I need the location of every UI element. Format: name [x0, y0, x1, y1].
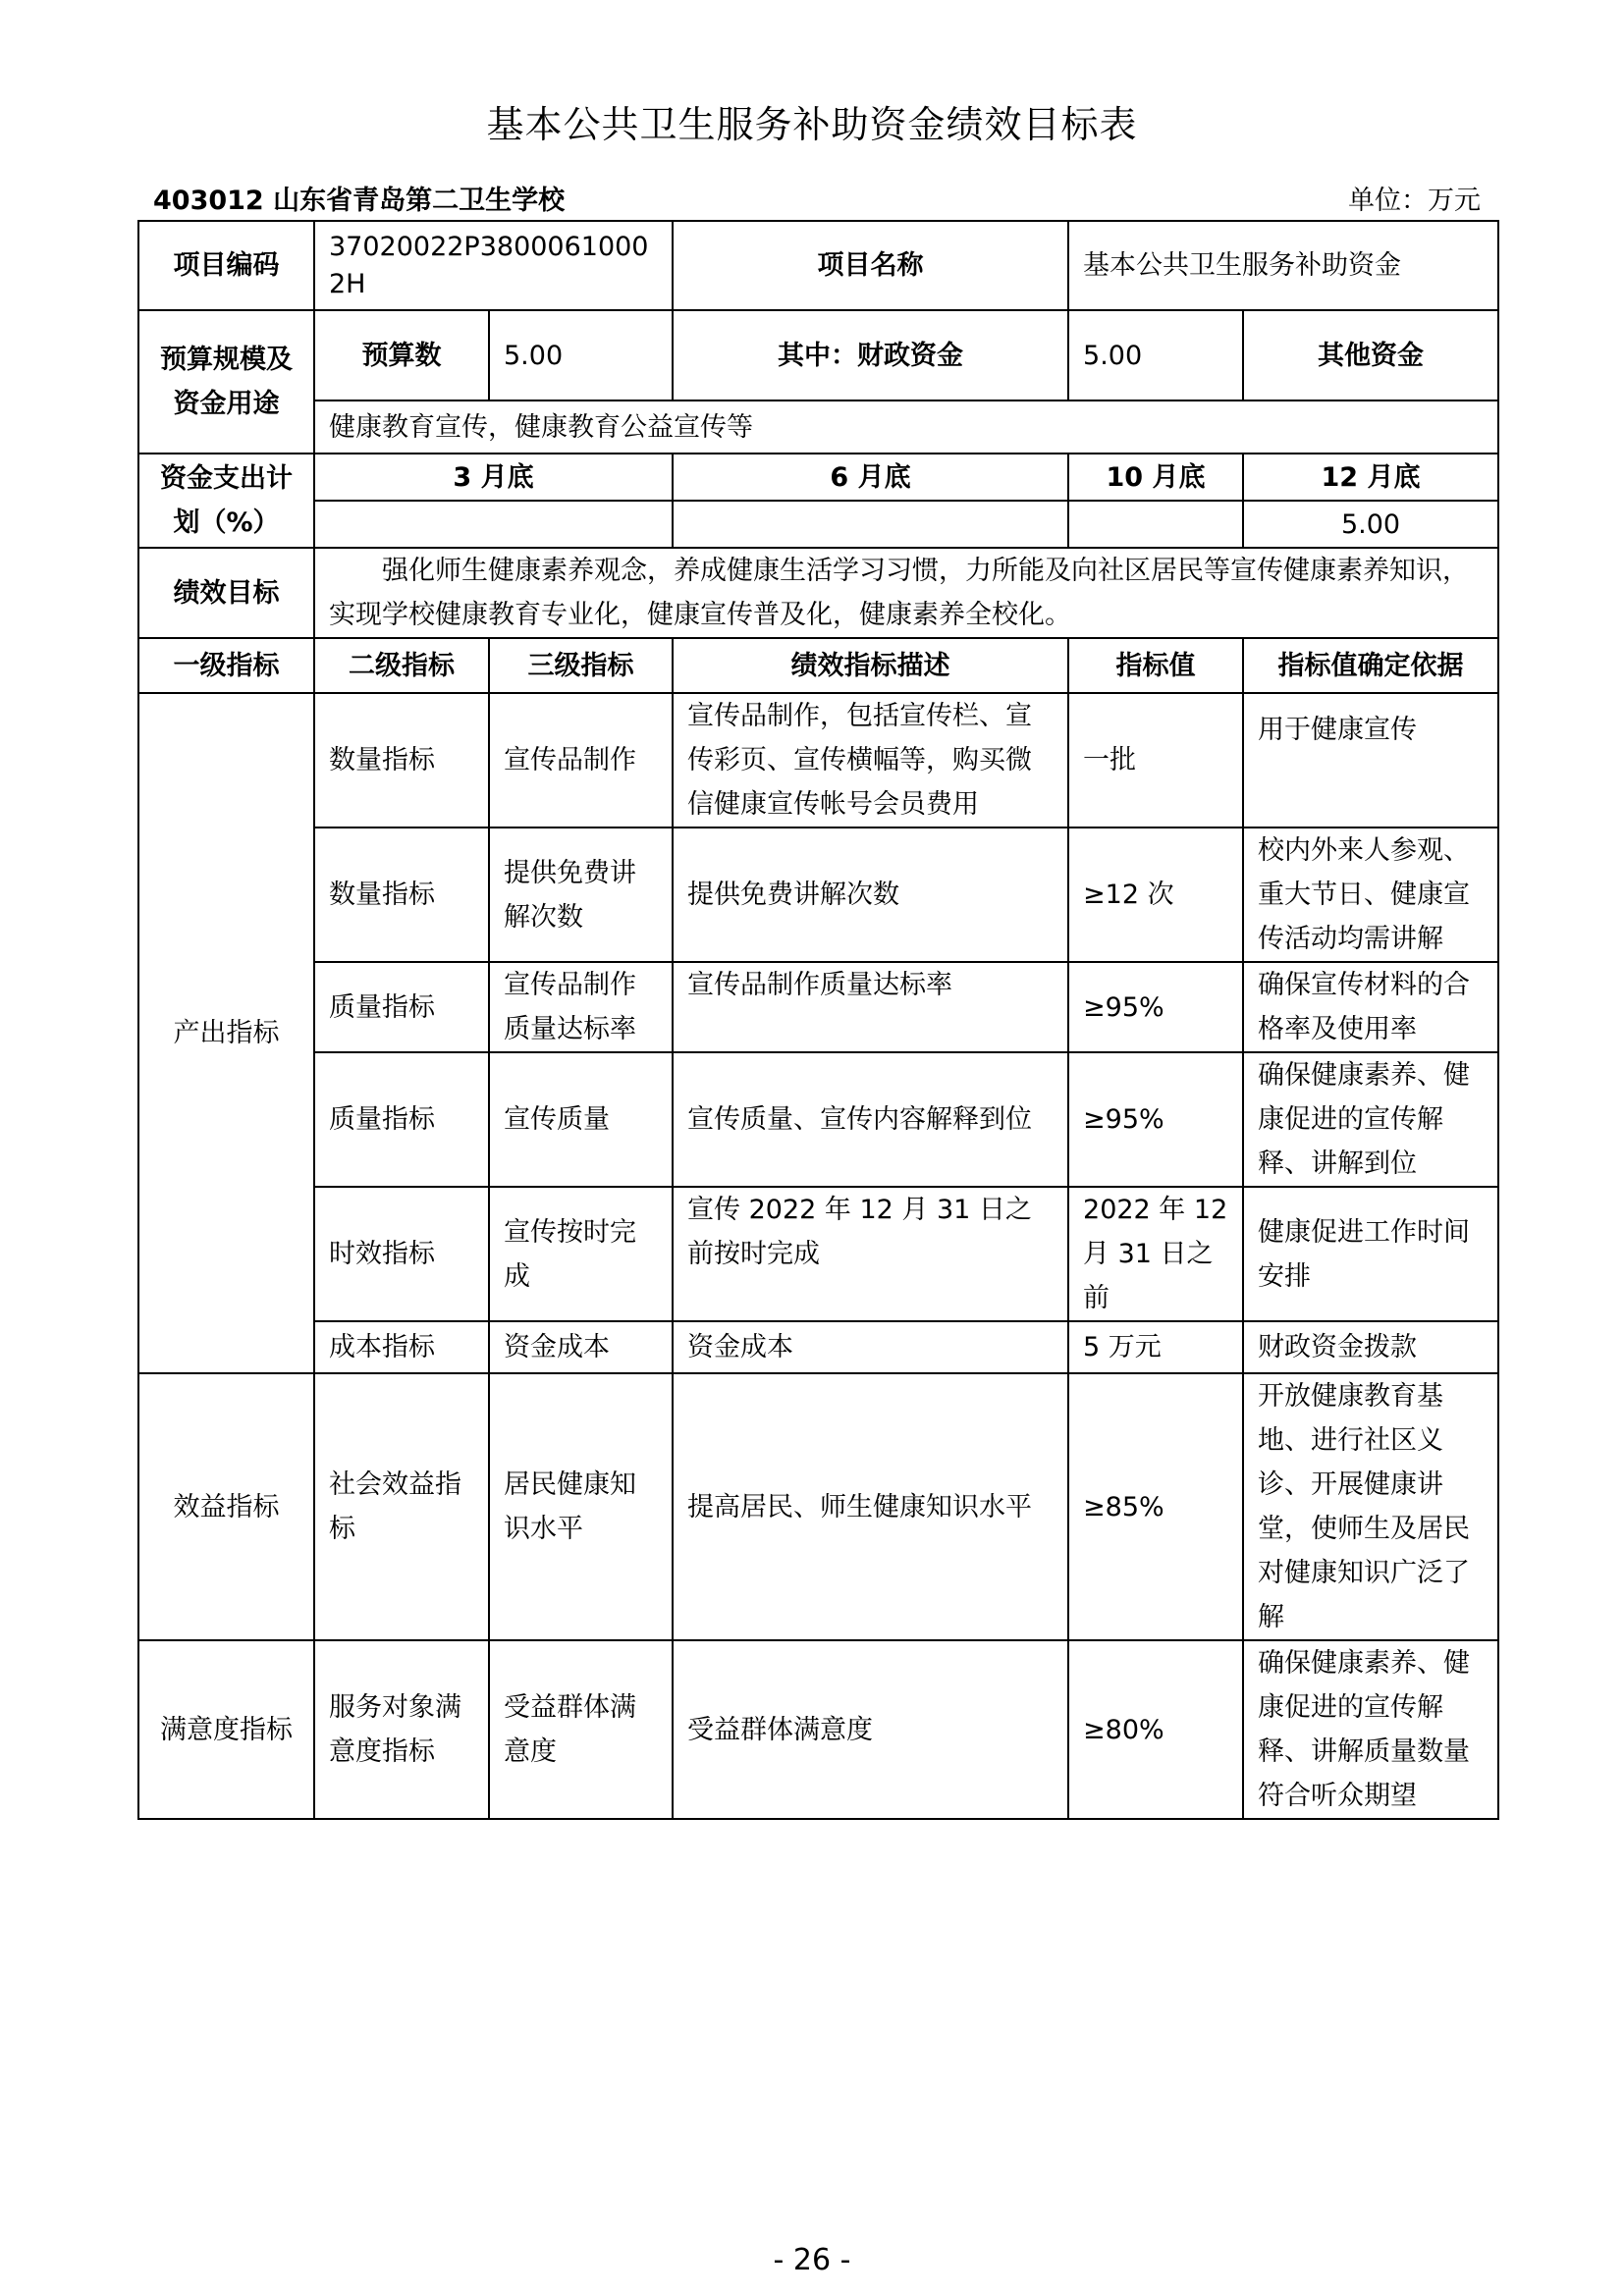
- group-benefit: 效益指标: [138, 1373, 314, 1640]
- row-level2: 数量指标: [314, 693, 489, 828]
- goal-label: 绩效目标: [138, 548, 314, 638]
- row-value: 2022 年 12 月 31 日之前: [1068, 1187, 1243, 1321]
- row-level2: 质量指标: [314, 1052, 489, 1187]
- funds-usage: 健康教育宣传，健康教育公益宣传等: [314, 400, 1498, 454]
- row-basis: 确保健康素养、健康促进的宣传解释、讲解到位: [1243, 1052, 1498, 1187]
- header-description: 绩效指标描述: [673, 638, 1068, 693]
- row-value: ≥12 次: [1068, 828, 1243, 962]
- row-description: 提供免费讲解次数: [673, 828, 1068, 962]
- row-level3: 宣传质量: [489, 1052, 673, 1187]
- row-description: 宣传 2022 年 12 月 31 日之前按时完成: [673, 1187, 1068, 1321]
- row-level3: 受益群体满意度: [489, 1640, 673, 1819]
- row-level3: 资金成本: [489, 1321, 673, 1373]
- table-row: [138, 1640, 1498, 1819]
- row-basis: 财政资金拨款: [1243, 1321, 1498, 1373]
- table-row: [138, 1373, 1498, 1640]
- row-level2: 时效指标: [314, 1187, 489, 1321]
- row-value: ≥80%: [1068, 1640, 1243, 1819]
- page-number: - 26 -: [773, 2243, 851, 2277]
- plan-label: 资金支出计划（%）: [138, 454, 314, 548]
- row-basis: 确保宣传材料的合格率及使用率: [1243, 962, 1498, 1052]
- row-basis: 校内外来人参观、重大节日、健康宣传活动均需讲解: [1243, 828, 1498, 962]
- page-title: 基本公共卫生服务补助资金绩效目标表: [486, 103, 1138, 146]
- header-level3: 三级指标: [489, 638, 673, 693]
- row-description: 宣传品制作质量达标率: [673, 962, 1068, 1052]
- row-level3: 宣传品制作: [489, 693, 673, 828]
- row-level3: 宣传品制作质量达标率: [489, 962, 673, 1052]
- usage-row: [138, 400, 1498, 454]
- project-name-label: 项目名称: [673, 221, 1068, 310]
- row-basis: 健康促进工作时间安排: [1243, 1187, 1498, 1321]
- table-row: [138, 693, 1498, 828]
- group-output: 产出指标: [138, 693, 314, 1373]
- row-level2: 社会效益指标: [314, 1373, 489, 1640]
- row-value: 一批: [1068, 693, 1243, 828]
- row-value: ≥95%: [1068, 962, 1243, 1052]
- fiscal-funds-value: 5.00: [1068, 310, 1243, 400]
- goal-text: 强化师生健康素养观念，养成健康生活学习习惯，力所能及向社区居民等宣传健康素养知识，实现学校健康教育专业化，健康宣传普及化，健康素养全校化。: [314, 548, 1498, 638]
- budget-amount-value: 5.00: [489, 310, 673, 400]
- header-value: 指标值: [1068, 638, 1243, 693]
- row-value: ≥85%: [1068, 1373, 1243, 1640]
- row-level2: 服务对象满意度指标: [314, 1640, 489, 1819]
- row-description: 宣传质量、宣传内容解释到位: [673, 1052, 1068, 1187]
- table-row: [138, 828, 1498, 962]
- other-funds-label: 其他资金: [1243, 310, 1498, 400]
- row-description: 资金成本: [673, 1321, 1068, 1373]
- project-code-value: 37020022P38000610002H: [314, 221, 673, 310]
- plan-value-row: [138, 501, 1498, 548]
- project-name-value: 基本公共卫生服务补助资金: [1068, 221, 1498, 310]
- row-level3: 提供免费讲解次数: [489, 828, 673, 962]
- header-level2: 二级指标: [314, 638, 489, 693]
- row-value: 5 万元: [1068, 1321, 1243, 1373]
- plan-header-row: [138, 454, 1498, 501]
- header-level1: 一级指标: [138, 638, 314, 693]
- plan-m3-label: 3 月底: [314, 454, 673, 501]
- goal-row: [138, 548, 1498, 638]
- group-satisfaction: 满意度指标: [138, 1640, 314, 1819]
- plan-m12-value: 5.00: [1243, 501, 1498, 548]
- budget-label: 预算规模及资金用途: [138, 310, 314, 454]
- row-value: ≥95%: [1068, 1052, 1243, 1187]
- table-row: [138, 1052, 1498, 1187]
- row-level2: 成本指标: [314, 1321, 489, 1373]
- row-level3: 居民健康知识水平: [489, 1373, 673, 1640]
- plan-m6-label: 6 月底: [673, 454, 1068, 501]
- row-basis: 开放健康教育基地、进行社区义诊、开展健康讲堂，使师生及居民对健康知识广泛了解: [1243, 1373, 1498, 1640]
- unit-label: 单位：万元: [1348, 186, 1481, 216]
- performance-table: [137, 220, 1499, 1820]
- row-description: 提高居民、师生健康知识水平: [673, 1373, 1068, 1640]
- fiscal-funds-label: 其中：财政资金: [673, 310, 1068, 400]
- table-row: [138, 1187, 1498, 1321]
- plan-m10-label: 10 月底: [1068, 454, 1243, 501]
- row-level2: 质量指标: [314, 962, 489, 1052]
- project-code-label: 项目编码: [138, 221, 314, 310]
- table-row: [138, 962, 1498, 1052]
- project-row: [138, 221, 1498, 310]
- row-basis: 用于健康宣传: [1243, 693, 1498, 828]
- plan-m10-value: [1068, 501, 1243, 548]
- budget-row: [138, 310, 1498, 400]
- plan-m3-value: [314, 501, 673, 548]
- organization-name: 403012 山东省青岛第二卫生学校: [153, 186, 566, 216]
- row-basis: 确保健康素养、健康促进的宣传解释、讲解质量数量符合听众期望: [1243, 1640, 1498, 1819]
- table-row: [138, 1321, 1498, 1373]
- indicator-header-row: [138, 638, 1498, 693]
- row-description: 宣传品制作，包括宣传栏、宣传彩页、宣传横幅等，购买微信健康宣传帐号会员费用: [673, 693, 1068, 828]
- plan-m12-label: 12 月底: [1243, 454, 1498, 501]
- header-basis: 指标值确定依据: [1243, 638, 1498, 693]
- row-level2: 数量指标: [314, 828, 489, 962]
- plan-m6-value: [673, 501, 1068, 548]
- row-level3: 宣传按时完成: [489, 1187, 673, 1321]
- budget-amount-label: 预算数: [314, 310, 489, 400]
- row-description: 受益群体满意度: [673, 1640, 1068, 1819]
